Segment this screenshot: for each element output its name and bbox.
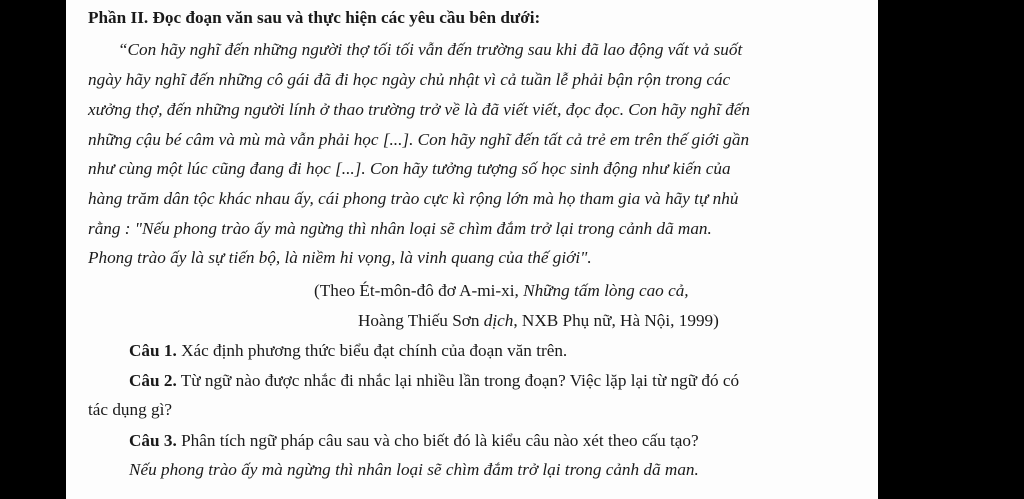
passage-line: như cùng một lúc cũng đang đi học [...]. Con hãy tưởng tượng số học sinh động như kiến của	[88, 159, 731, 178]
source-publisher: , NXB Phụ nữ, Hà Nội, 1999)	[513, 311, 719, 330]
question-2	[129, 369, 878, 393]
question-label: Câu 3.	[129, 431, 177, 450]
passage-line: hàng trăm dân tộc khác nhau ấy, cái phong trào cực kì rộng lớn mà họ tham gia và hãy tự nhủ	[88, 189, 739, 208]
question-text: Xác định phương thức biểu đạt chính của đoạn văn trên.	[176, 341, 568, 360]
passage-line: rằng : "Nếu phong trào ấy mà ngừng thì nhân loại sẽ chìm đắm trở lại trong cảnh dã man.	[88, 219, 712, 238]
source-book-title: Những tấm lòng cao cả,	[523, 281, 689, 300]
passage-line: xưởng thợ, đến những người lính ở thao trường trở về là đã viết viết, đọc đọc. Con hãy nghĩ đến	[88, 100, 751, 119]
section-heading: Phần II. Đọc đoạn văn sau và thực hiện các yêu cầu bên dưới:	[88, 8, 541, 27]
question-text: Từ ngữ nào được nhắc đi nhắc lại nhiều lần trong đoạn? Việc lặp lại từ ngữ đó có	[176, 371, 740, 390]
passage-line: những cậu bé câm và mù mà vẫn phải học [...]. Con hãy nghĩ đến tất cả trẻ em trên thế giới gần	[88, 130, 750, 149]
source-role: dịch	[483, 311, 514, 330]
passage-line: Phong trào ấy là sự tiến bộ, là niềm hi vọng, là vinh quang của thế giới".	[88, 248, 592, 267]
source-author: (Theo Ét-môn-đô đơ A-mi-xi,	[314, 281, 524, 300]
question-label: Câu 1.	[129, 341, 177, 360]
passage-line: “Con hãy nghĩ đến những người thợ tối tối vẫn đến trường sau khi đã lao động vất vả suốt	[118, 40, 743, 59]
question-1	[129, 339, 878, 363]
question-label: Câu 2.	[129, 371, 177, 390]
source-citation-line-2	[358, 309, 878, 333]
source-translator: Hoàng Thiếu Sơn	[358, 311, 484, 330]
document-page	[66, 0, 878, 499]
passage-line: ngày hãy nghĩ đến những cô gái đã đi học ngày chủ nhật vì cả tuần lễ phải bận rộn trong các	[88, 70, 731, 89]
question-3	[129, 429, 878, 453]
question-text: Phân tích ngữ pháp câu sau và cho biết đó là kiểu câu nào xét theo cấu tạo?	[176, 431, 699, 450]
question-2-continuation: tác dụng gì?	[88, 400, 172, 419]
source-citation-line-1	[314, 279, 878, 303]
question-3-quote: Nếu phong trào ấy mà ngừng thì nhân loại sẽ chìm đắm trở lại trong cảnh dã man.	[129, 460, 699, 479]
